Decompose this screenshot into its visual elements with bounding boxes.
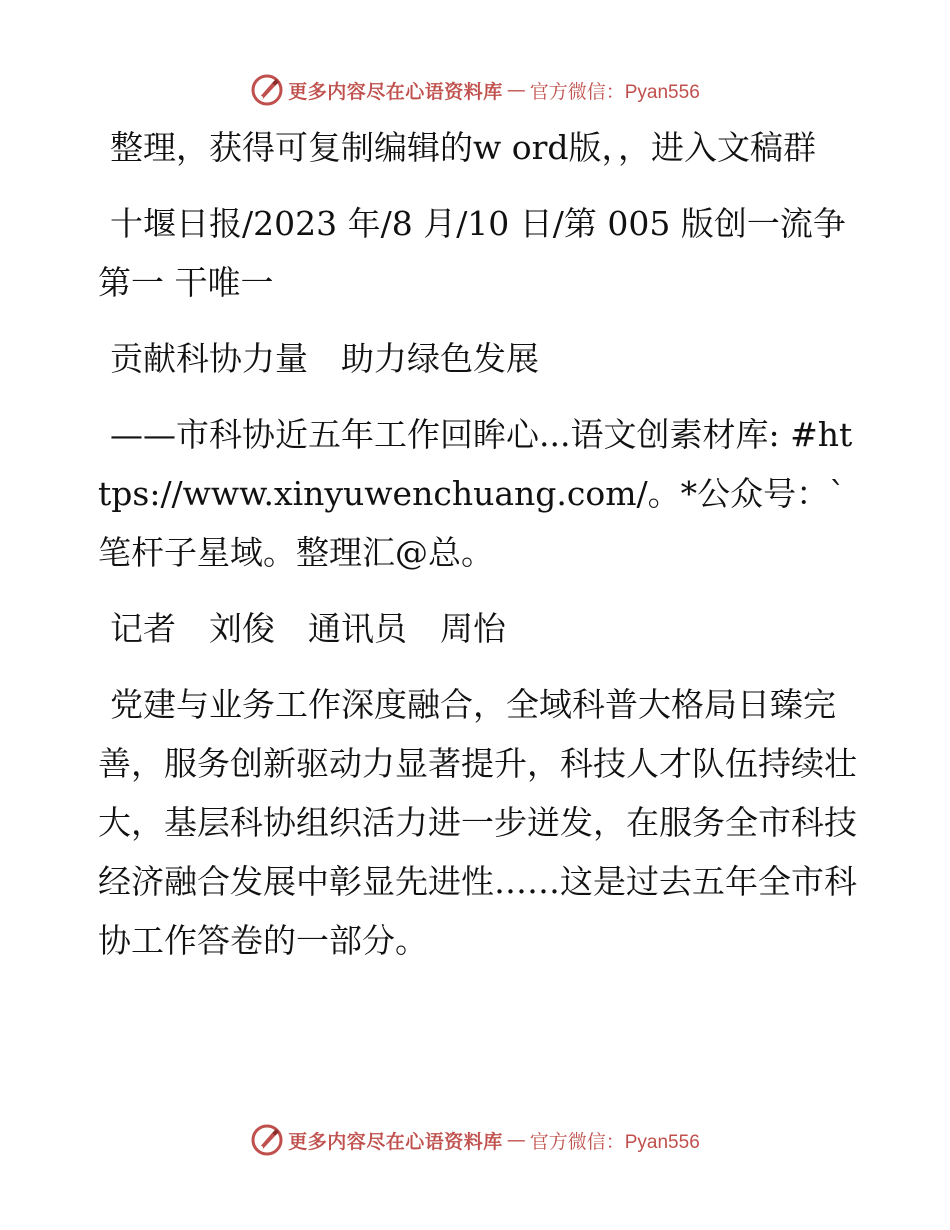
pen-logo-icon	[250, 73, 284, 107]
paragraph-body: 党建与业务工作深度融合，全域科普大格局日臻完善，服务创新驱动力显著提升，科技人才队伍持续壮大，基层科协组织活力进一步迸发，在服务全市科技经济融合发展中彰显先进性……这是过去五年全市科协工作答卷的一部分。	[98, 685, 857, 960]
pen-logo-icon	[250, 1123, 284, 1157]
paragraph-title: 贡献科协力量 助力绿色发展	[110, 339, 539, 378]
footer-banner	[0, 1120, 950, 1160]
paragraph-byline: 记者 刘俊 通讯员 周怡	[110, 609, 506, 648]
banner-wechat: 官方微信：Pyan556	[529, 1131, 700, 1153]
banner-title: 更多内容尽在心语资料库	[288, 1130, 503, 1153]
paragraph-subtitle: ——市科协近五年工作回眸心...语文创素材库: #https://www.xinyuwenchuang.com/。*公众号：`笔杆子星域。整理汇@总。	[98, 415, 853, 572]
document-body	[98, 118, 858, 987]
banner-dash: —	[506, 1129, 526, 1151]
paragraph-source: 十堰日报/2023 年/8 月/10 日/第 005 版创一流争第一 干唯一	[98, 204, 846, 302]
header-banner	[0, 70, 950, 110]
paragraph-intro: 整理，获得可复制编辑的w ord版，，进入文稿群	[110, 128, 817, 167]
banner-wechat: 官方微信：Pyan556	[529, 81, 700, 103]
banner-dash: —	[506, 79, 526, 101]
banner-title: 更多内容尽在心语资料库	[288, 80, 503, 103]
